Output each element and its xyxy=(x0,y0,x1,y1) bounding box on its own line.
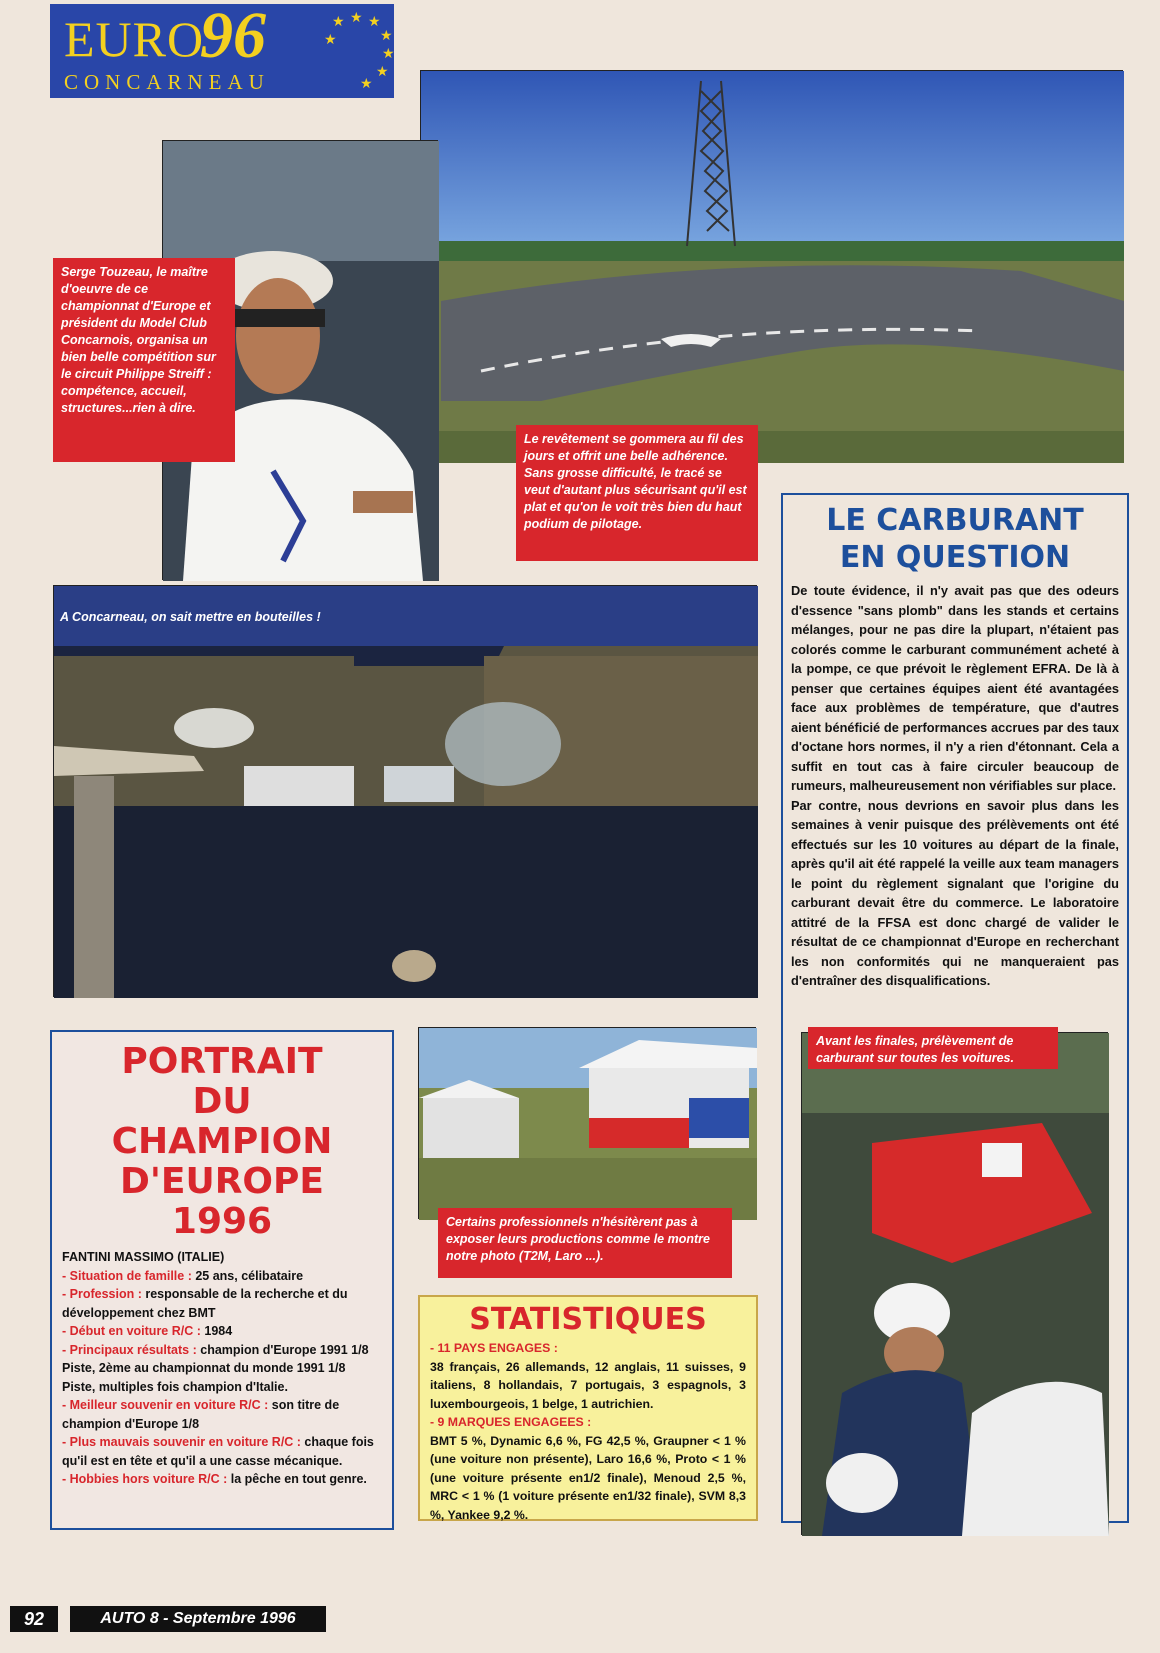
svg-text:★: ★ xyxy=(324,32,337,48)
stands-caption: Certains professionnels n'hésitèrent pas à exposer leurs productions comme le montre notre photo (T2M, Laro ...). xyxy=(438,1208,732,1278)
champion-title-3: CHAMPION xyxy=(111,1121,333,1162)
champion-item: - Principaux résultats : champion d'Europe 1991 1/8 Piste, 2ème au championnat du monde 1991 1/8 Piste, multiples fois champion d'Italie. xyxy=(62,1342,369,1394)
logo-euro: EURO xyxy=(64,11,205,67)
champion-title-2: DU xyxy=(192,1081,252,1122)
champion-item: - Hobbies hors voiture R/C : la pêche en tout genre. xyxy=(62,1472,367,1486)
euro96-logo xyxy=(50,0,395,98)
fuel-caption: Avant les finales, prélèvement de carburant sur toutes les voitures. xyxy=(808,1027,1058,1069)
stands-photo xyxy=(418,1027,756,1219)
stats-heading-brands: - 9 MARQUES ENGAGEES : xyxy=(430,1415,592,1429)
carburant-title-1: LE CARBURANT xyxy=(826,503,1084,538)
track-photo xyxy=(420,70,1123,462)
stats-box xyxy=(418,1295,758,1521)
svg-text:★: ★ xyxy=(360,76,373,92)
stats-countries: 38 français, 26 allemands, 12 anglais, 11 suisses, 9 italiens, 8 hollandais, 7 portugais, 3 espagnols, 3 luxembourgeois, 1 belge, 1 autrichien. xyxy=(430,1359,746,1411)
svg-text:★: ★ xyxy=(380,28,393,44)
champion-item: - Plus mauvais souvenir en voiture R/C : chaque fois qu'il est en tête et qu'il a une casse mécanique. xyxy=(62,1435,374,1468)
logo-year: 96 xyxy=(200,0,266,72)
carburant-para-2: Par contre, nous devrions en savoir plus dans les semaines à venir puisque des prélèvements ont été effectués sur les 10 voitures au départ de la finale, après qu'il ait été rappelé la veille aux team managers le point du règlement signalant que l'origine du carburant devait être du commerce. Le laboratoire attitré de la FFSA est donc chargé de valider le résultat de ce championnat d'Europe en recherchant les non conformités qui ne manqueraient pas d'entraîner des disqualifications. xyxy=(791,797,1119,988)
stats-title: STATISTIQUES xyxy=(469,1302,707,1337)
svg-text:★: ★ xyxy=(368,14,381,30)
champion-title-1: PORTRAIT xyxy=(121,1041,323,1082)
champion-title-4: D'EUROPE xyxy=(119,1161,325,1202)
svg-text:★: ★ xyxy=(382,46,395,62)
svg-text:★: ★ xyxy=(376,64,389,80)
carburant-title-2: EN QUESTION xyxy=(839,540,1071,575)
page-number: 92 xyxy=(10,1606,58,1632)
track-illustration xyxy=(421,71,1124,463)
svg-text:★: ★ xyxy=(350,10,363,26)
harbour-photo xyxy=(53,585,757,997)
svg-text:★: ★ xyxy=(332,14,345,30)
touzeau-caption: Serge Touzeau, le maître d'oeuvre de ce championnat d'Europe et président du Model Club Concarnois, organisa un bien belle compétition sur le circuit Philippe Streiff : compétence, accueil, structures...rien à dire. xyxy=(53,258,235,462)
champion-name: FANTINI MASSIMO (ITALIE) xyxy=(62,1250,225,1264)
carburant-para-1: De toute évidence, il n'y avait pas que des odeurs d'essence "sans plomb" dans les stands et certains mélanges, pour ne pas dire la plupart, n'étaient pas colorés comme le carburant communément acheté à la pompe, ce que prévoit le règlement EFRA. De là à penser que certaines équipes aient été avantagées face aux problèmes de température, que d'autres aient bénéficié de performances accrues par des taux d'octane hors normes, il n'y a rien d'étonnant. Cela a suffit en tout cas à faire circuler beaucoup de rumeurs, malheureusement non vérifiables sur place. xyxy=(791,583,1119,793)
stats-heading-countries: - 11 PAYS ENGAGES : xyxy=(430,1341,558,1355)
logo-town: CONCARNEAU xyxy=(64,70,270,94)
track-caption: Le revêtement se gommera au fil des jours et offrit une belle adhérence. Sans grosse difficulté, le tracé se veut d'autant plus sécurisant qu'il est plat et qu'on le voit très bien du haut podium de pilotage. xyxy=(516,425,758,561)
champion-item: - Situation de famille : 25 ans, célibataire xyxy=(62,1268,304,1283)
champion-item: - Début en voiture R/C : 1984 xyxy=(62,1324,233,1338)
champion-title-5: 1996 xyxy=(171,1201,273,1242)
stats-brands: BMT 5 %, Dynamic 6,6 %, FG 42,5 %, Graupner < 1 % (une voiture non présente), Laro 16,6 %, Proto < 1 % (une voiture présente en1/2 finale), Menoud 2,5 %, MRC < 1 % (1 voiture présente en1/32 finale), SVM 8,3 %, Yankee 9,2 %. xyxy=(430,1433,746,1522)
champion-item: - Meilleur souvenir en voiture R/C : son titre de champion d'Europe 1/8 xyxy=(62,1398,340,1431)
eu-stars-icon xyxy=(320,6,395,94)
magazine-footer: AUTO 8 - Septembre 1996 xyxy=(70,1606,326,1632)
harbour-caption: A Concarneau, on sait mettre en bouteilles ! xyxy=(60,610,321,624)
fuel-photo xyxy=(801,1032,1108,1535)
champion-item: - Profession : responsable de la recherche et du développement chez BMT xyxy=(62,1287,348,1320)
champion-box xyxy=(50,1030,394,1530)
